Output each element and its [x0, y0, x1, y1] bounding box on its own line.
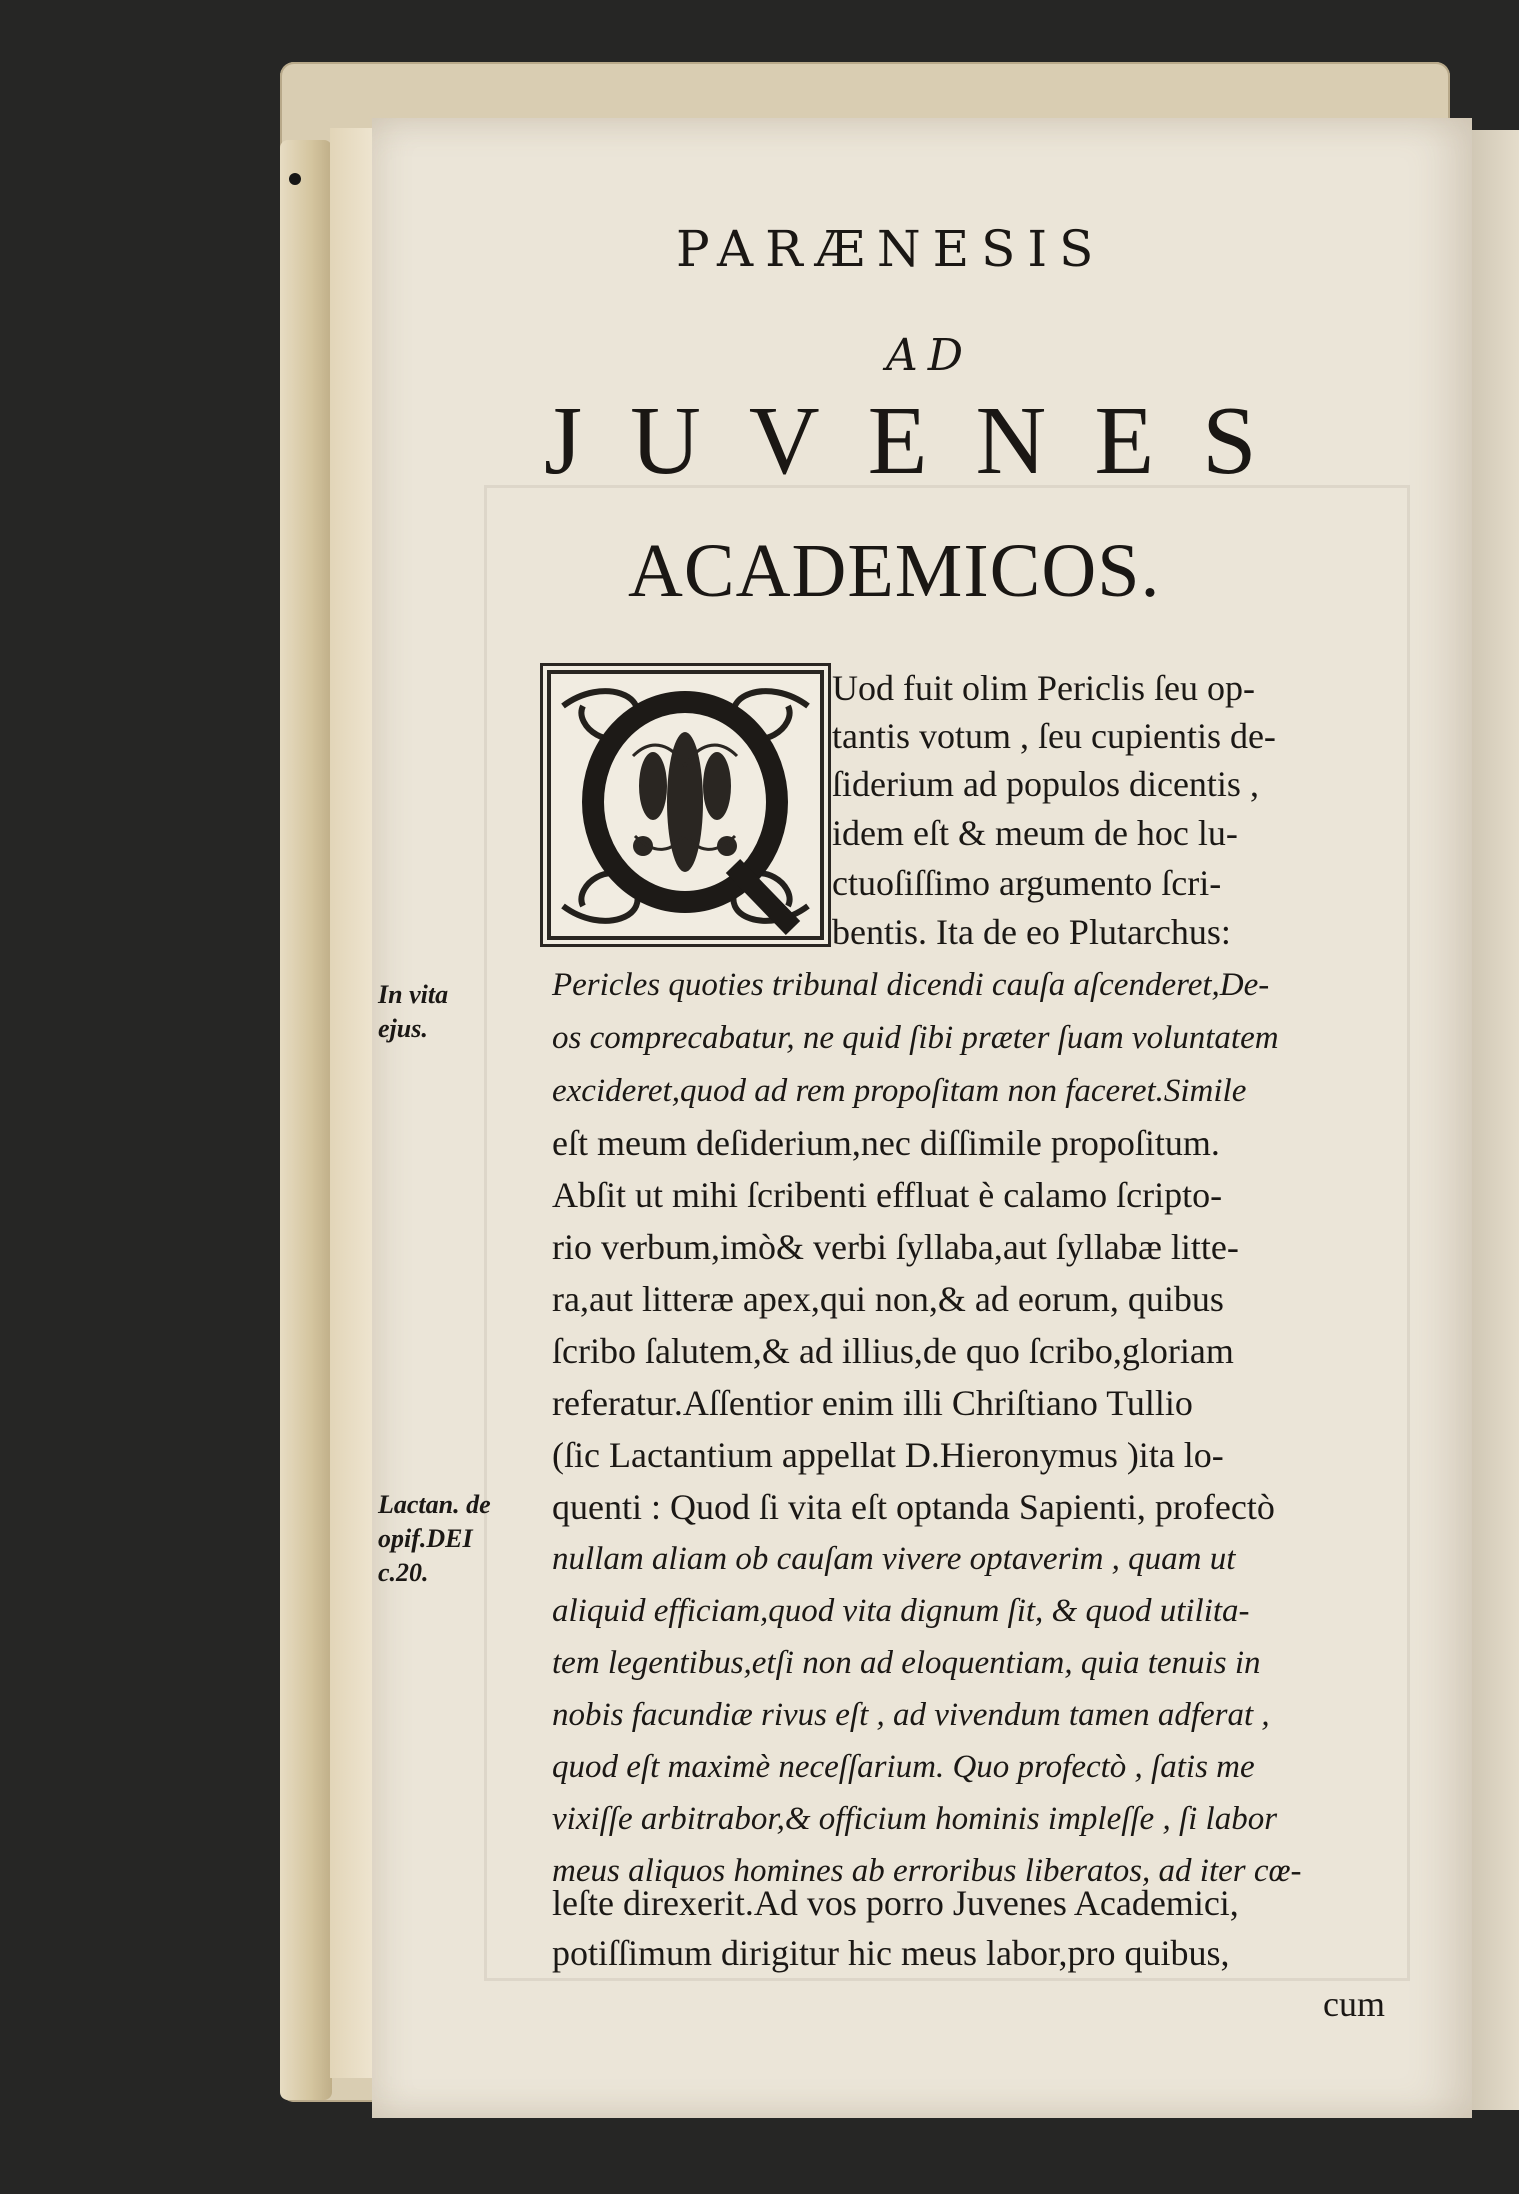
title-paraenesis: PARÆNESIS	[676, 220, 1106, 278]
margin-note-lactantius-line3: c.20.	[378, 1558, 429, 1587]
text-line-12: rio verbum,imò& verbi ſyllaba,aut ſyllabæ litte-	[552, 1227, 1239, 1267]
text-line-20: tem legentibus,etſi non ad eloquentiam, quia tenuis in	[552, 1645, 1261, 1681]
title-ad: AD	[886, 330, 974, 381]
text-line-18: nullam aliam ob cauſam vivere optaverim , quam ut	[552, 1541, 1236, 1577]
margin-note-vita	[378, 978, 448, 1046]
gutter-pages	[330, 128, 378, 2078]
catchword: cum	[1323, 1984, 1385, 2024]
margin-note-vita-line1: In vita	[378, 980, 449, 1009]
title-academicos: ACADEMICOS.	[628, 529, 1161, 613]
facing-page-edge	[1468, 130, 1519, 2110]
margin-note-lactantius-line1: Lactan. de	[378, 1490, 491, 1519]
text-line-15: referatur.Aſſentior enim illi Chriſtiano Tullio	[552, 1383, 1193, 1423]
text-line-3: ſiderium ad populos dicentis ,	[832, 764, 1259, 804]
spine-hole	[289, 173, 301, 185]
text-line-24: meus aliquos homines ab erroribus liberatos, ad iter cœ-	[552, 1853, 1302, 1889]
margin-note-lactantius-line2: opif.DEI	[378, 1524, 473, 1553]
text-line-6: bentis. Ita de eo Plutarchus:	[832, 912, 1231, 952]
text-line-2: tantis votum , ſeu cupientis de-	[832, 716, 1276, 756]
text-line-1: Uod fuit olim Periclis ſeu op-	[832, 668, 1255, 708]
text-line-17: quenti : Quod ſi vita eſt optanda Sapienti, profectò	[552, 1487, 1275, 1527]
text-line-7: Pericles quoties tribunal dicendi cauſa aſcenderet,De-	[552, 967, 1270, 1003]
text-line-13: ra,aut litteræ apex,qui non,& ad eorum, quibus	[552, 1279, 1224, 1319]
text-line-10: eſt meum deſiderium,nec diſſimile propoſitum.	[552, 1123, 1220, 1163]
text-line-14: ſcribo ſalutem,& ad illius,de quo ſcribo,gloriam	[552, 1331, 1234, 1371]
book-spine	[280, 140, 332, 2100]
decorated-initial	[540, 663, 831, 947]
text-line-26: potiſſimum dirigitur hic meus labor,pro quibus,	[552, 1933, 1230, 1973]
text-line-9: excideret,quod ad rem propoſitam non faceret.Simile	[552, 1073, 1247, 1109]
text-line-22: quod eſt maximè neceſſarium. Quo profectò , ſatis me	[552, 1749, 1255, 1785]
text-line-16: (ſic Lactantium appellat D.Hieronymus )ita lo-	[552, 1435, 1224, 1475]
text-line-8: os comprecabatur, ne quid ſibi præter ſuam voluntatem	[552, 1020, 1279, 1056]
text-line-23: vixiſſe arbitrabor,& officium hominis impleſſe , ſi labor	[552, 1801, 1278, 1837]
margin-note-vita-line2: ejus.	[378, 1014, 428, 1043]
margin-note-lactantius	[378, 1488, 491, 1590]
text-line-4: idem eſt & meum de hoc lu-	[832, 813, 1238, 853]
text-line-25: leſte direxerit.Ad vos porro Juvenes Academici,	[552, 1883, 1239, 1923]
ornament-initial-icon	[543, 666, 828, 944]
text-line-19: aliquid efficiam,quod vita dignum ſit, & quod utilita-	[552, 1593, 1250, 1629]
text-line-5: ctuoſiſſimo argumento ſcri-	[832, 863, 1222, 903]
title-juvenes: JUVENES	[544, 387, 1305, 495]
text-line-21: nobis facundiæ rivus eſt , ad vivendum tamen adferat ,	[552, 1697, 1270, 1733]
text-line-11: Abſit ut mihi ſcribenti effluat è calamo ſcripto-	[552, 1175, 1223, 1215]
